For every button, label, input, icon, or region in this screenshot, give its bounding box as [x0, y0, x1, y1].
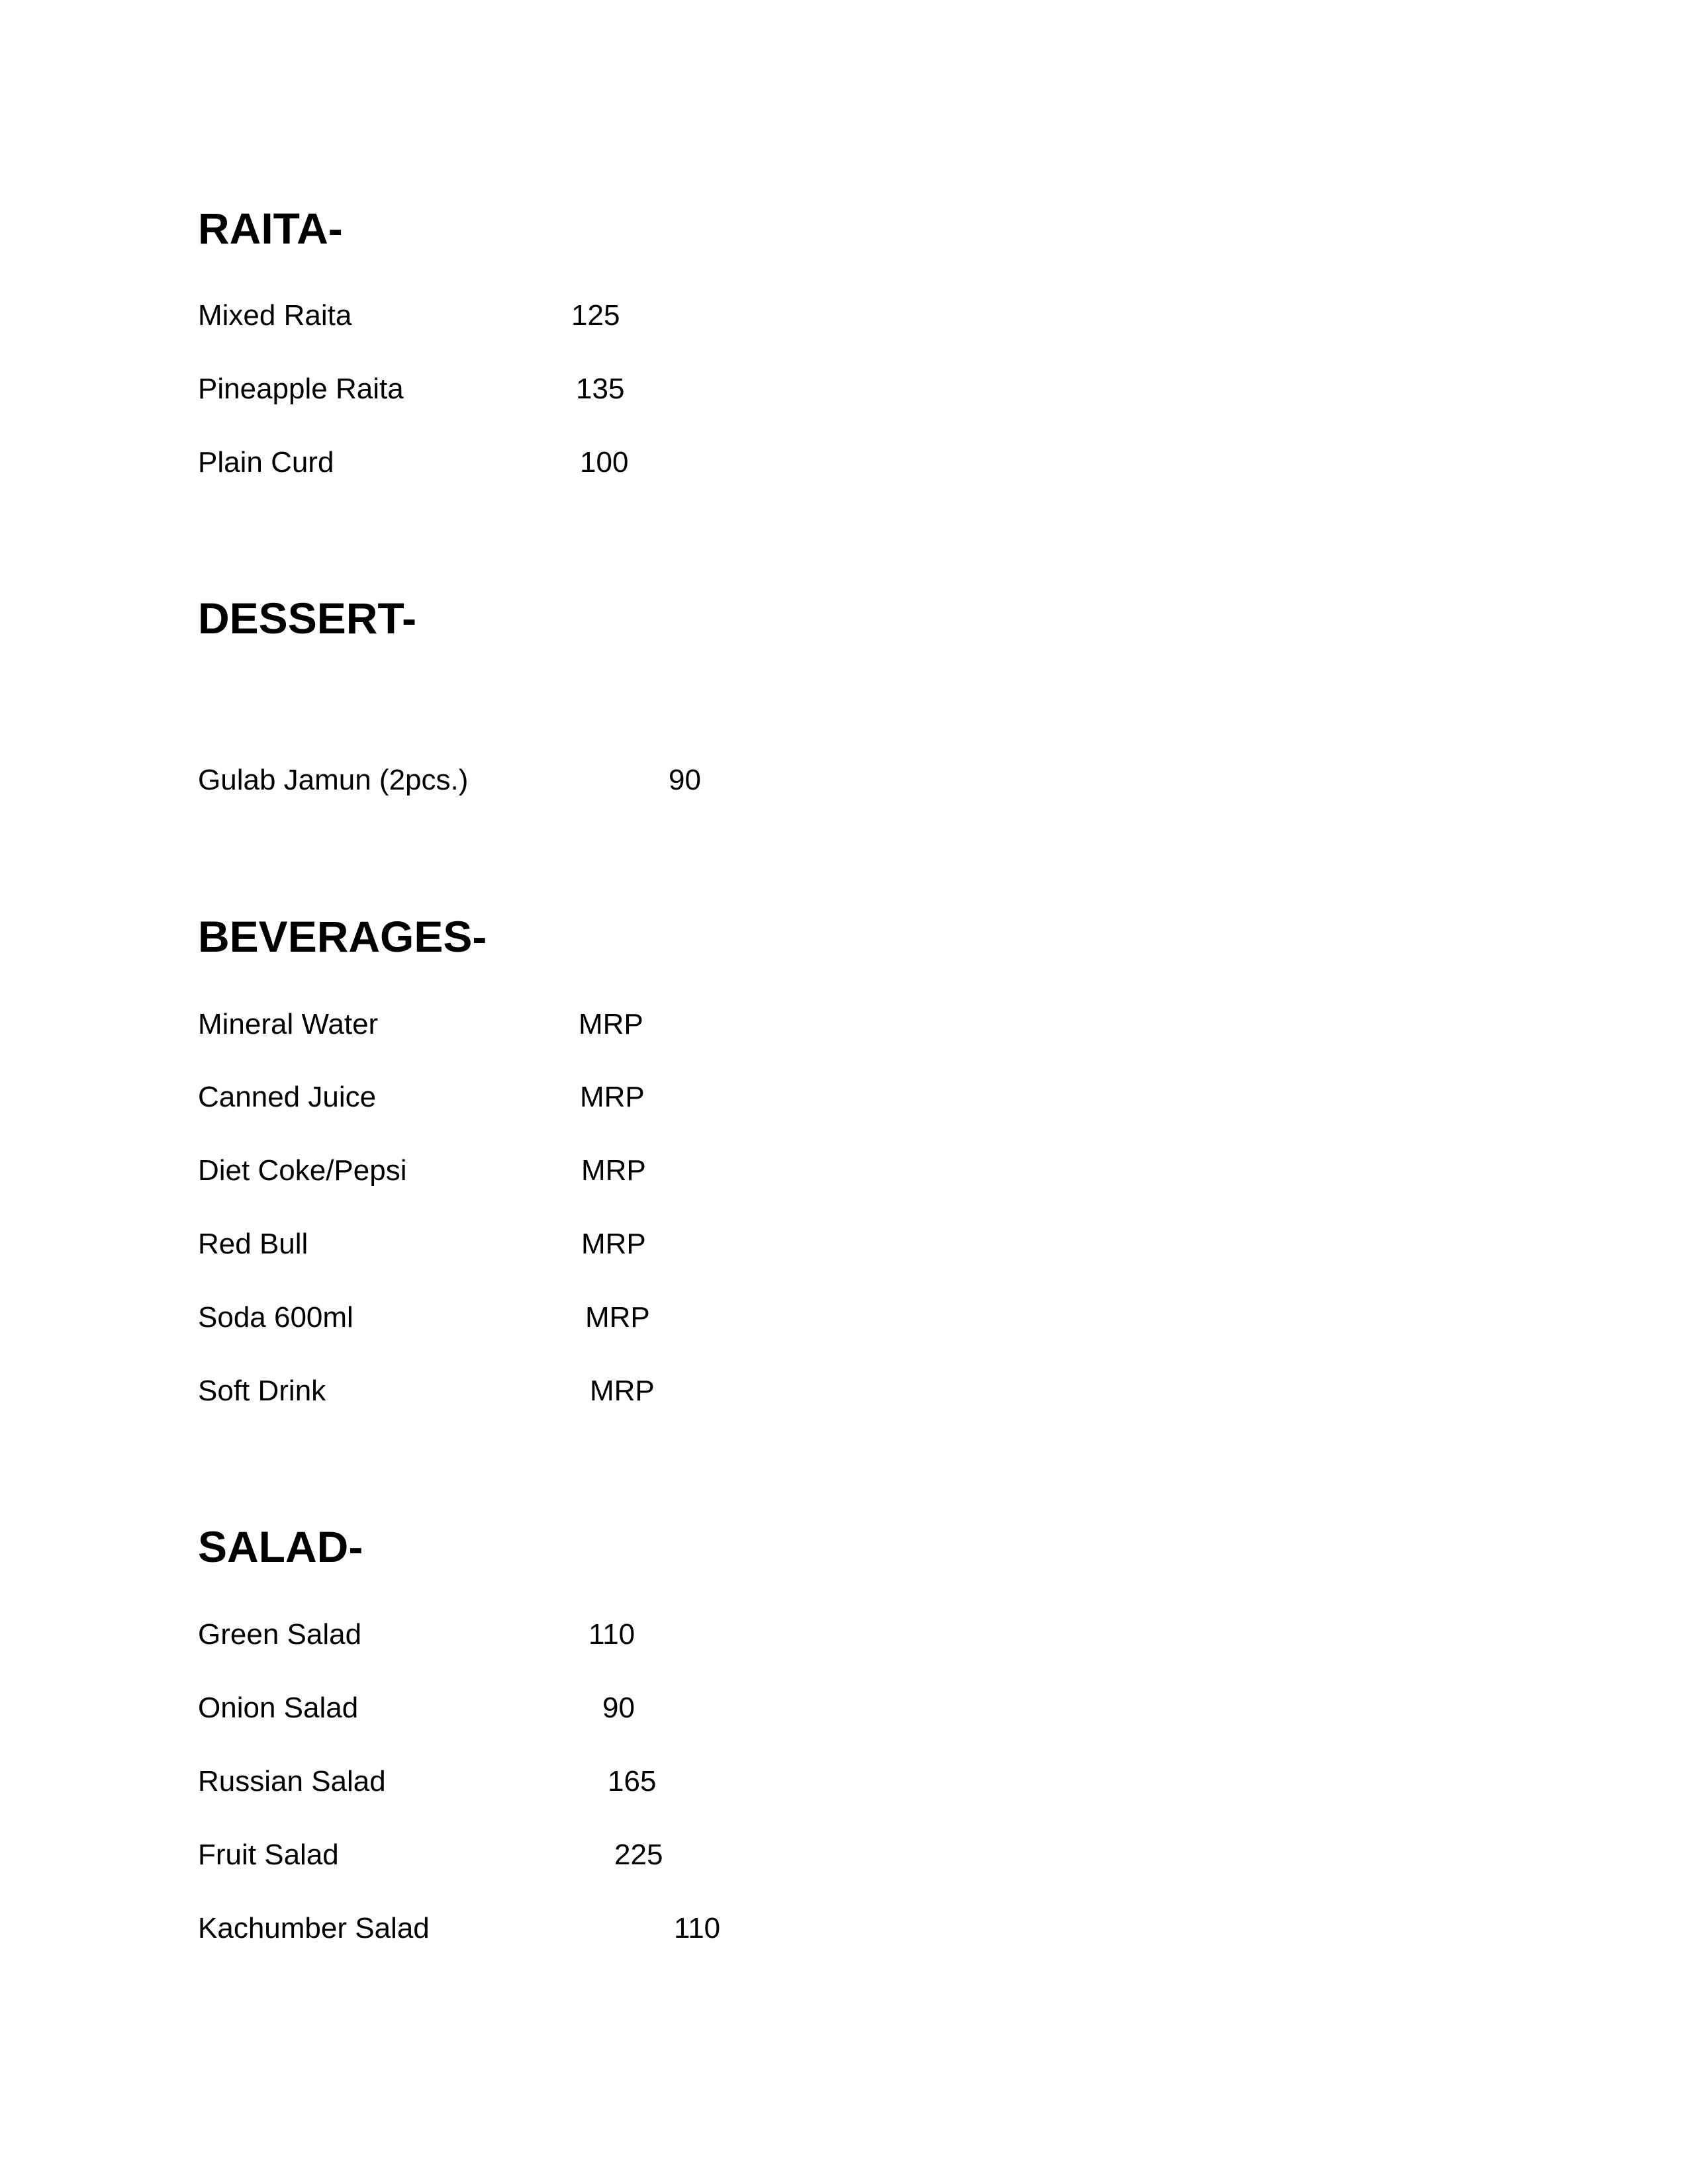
- item-name: Red Bull: [198, 1228, 308, 1260]
- item-price: 110: [588, 1618, 635, 1651]
- item-price: 125: [571, 299, 620, 332]
- item-price: 225: [614, 1839, 663, 1871]
- item-price: 100: [580, 446, 629, 478]
- item-name: Pineapple Raita: [198, 373, 404, 405]
- item-name: Onion Salad: [198, 1692, 359, 1724]
- item-price: MRP: [581, 1154, 646, 1187]
- item-price: 165: [608, 1765, 657, 1797]
- item-price: 135: [576, 373, 625, 405]
- item-name: Soft Drink: [198, 1375, 326, 1407]
- section-heading: SALAD-: [198, 1522, 363, 1571]
- item-price: MRP: [590, 1375, 655, 1407]
- item-price: 90: [602, 1692, 635, 1724]
- item-name: Green Salad: [198, 1618, 362, 1651]
- item-price: MRP: [579, 1008, 643, 1040]
- item-name: Diet Coke/Pepsi: [198, 1154, 407, 1187]
- item-price: 90: [669, 764, 701, 796]
- item-price: MRP: [580, 1081, 645, 1113]
- item-name: Canned Juice: [198, 1081, 377, 1113]
- item-name: Gulab Jamun (2pcs.): [198, 764, 469, 796]
- section-heading: DESSERT-: [198, 594, 417, 643]
- item-name: Russian Salad: [198, 1765, 386, 1797]
- item-name: Plain Curd: [198, 446, 334, 478]
- section-heading: BEVERAGES-: [198, 912, 487, 961]
- item-name: Mixed Raita: [198, 299, 352, 332]
- section-heading: RAITA-: [198, 204, 343, 253]
- item-name: Kachumber Salad: [198, 1912, 430, 1944]
- item-price: 110: [674, 1912, 721, 1944]
- item-name: Mineral Water: [198, 1008, 379, 1040]
- item-price: MRP: [585, 1301, 650, 1334]
- item-price: MRP: [581, 1228, 646, 1260]
- item-name: Fruit Salad: [198, 1839, 339, 1871]
- item-name: Soda 600ml: [198, 1301, 353, 1334]
